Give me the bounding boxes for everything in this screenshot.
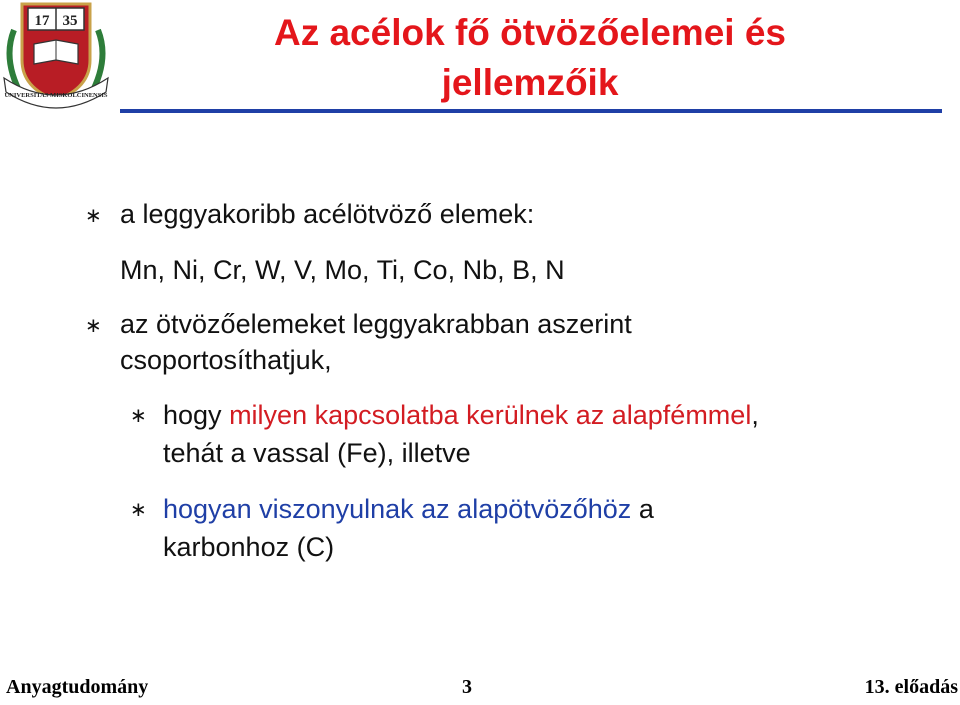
sub-bullet-1-highlight: milyen kapcsolatba kerülnek az alapfémmel	[229, 400, 752, 430]
slide-title-line2: jellemzőik	[441, 62, 619, 103]
bullet-2-line1: az ötvözőelemeket leggyakrabban aszerint	[120, 309, 632, 339]
university-seal-logo	[0, 0, 112, 112]
bullet-2-line2: csoportosíthatjuk,	[120, 345, 332, 375]
slide-title-line1: Az acélok fő ötvözőelemei és	[273, 12, 786, 53]
sub-bullet-star-icon: ∗	[130, 499, 147, 521]
sub-bullet-1-line2: tehát a vassal (Fe), illetve	[163, 438, 471, 468]
title-underline-rule	[120, 109, 942, 113]
sub-bullet-2-highlight: hogyan viszonyulnak az alapötvözőhöz	[163, 494, 632, 524]
footer-page-number: 3	[462, 676, 472, 698]
sub-bullet-star-icon: ∗	[130, 405, 147, 427]
sub-bullet-1-line1	[163, 397, 759, 433]
sub-bullet-1-prefix: hogy	[163, 400, 230, 430]
footer-left: Anyagtudomány	[6, 676, 149, 698]
elements-list-text: Mn, Ni, Cr, W, V, Mo, Ti, Co, Nb, B, N	[120, 255, 565, 285]
sub-bullet-2-line2: karbonhoz (C)	[163, 532, 335, 562]
bullet-star-icon: ∗	[85, 315, 102, 337]
bullet-1-text: a leggyakoribb acélötvöző elemek:	[120, 199, 535, 229]
sub-bullet-2-suffix: a	[631, 494, 654, 524]
logo-motto: UNIVERSITAS MISKOLCINENSIS	[4, 92, 108, 99]
logo-year-left: 17	[34, 13, 50, 29]
sub-bullet-2-line1	[163, 491, 654, 527]
logo-year-right: 35	[62, 13, 78, 29]
bullet-star-icon: ∗	[85, 205, 102, 227]
footer-right: 13. előadás	[864, 676, 958, 698]
slide-title	[130, 8, 930, 108]
sub-bullet-1-suffix: ,	[751, 400, 759, 430]
